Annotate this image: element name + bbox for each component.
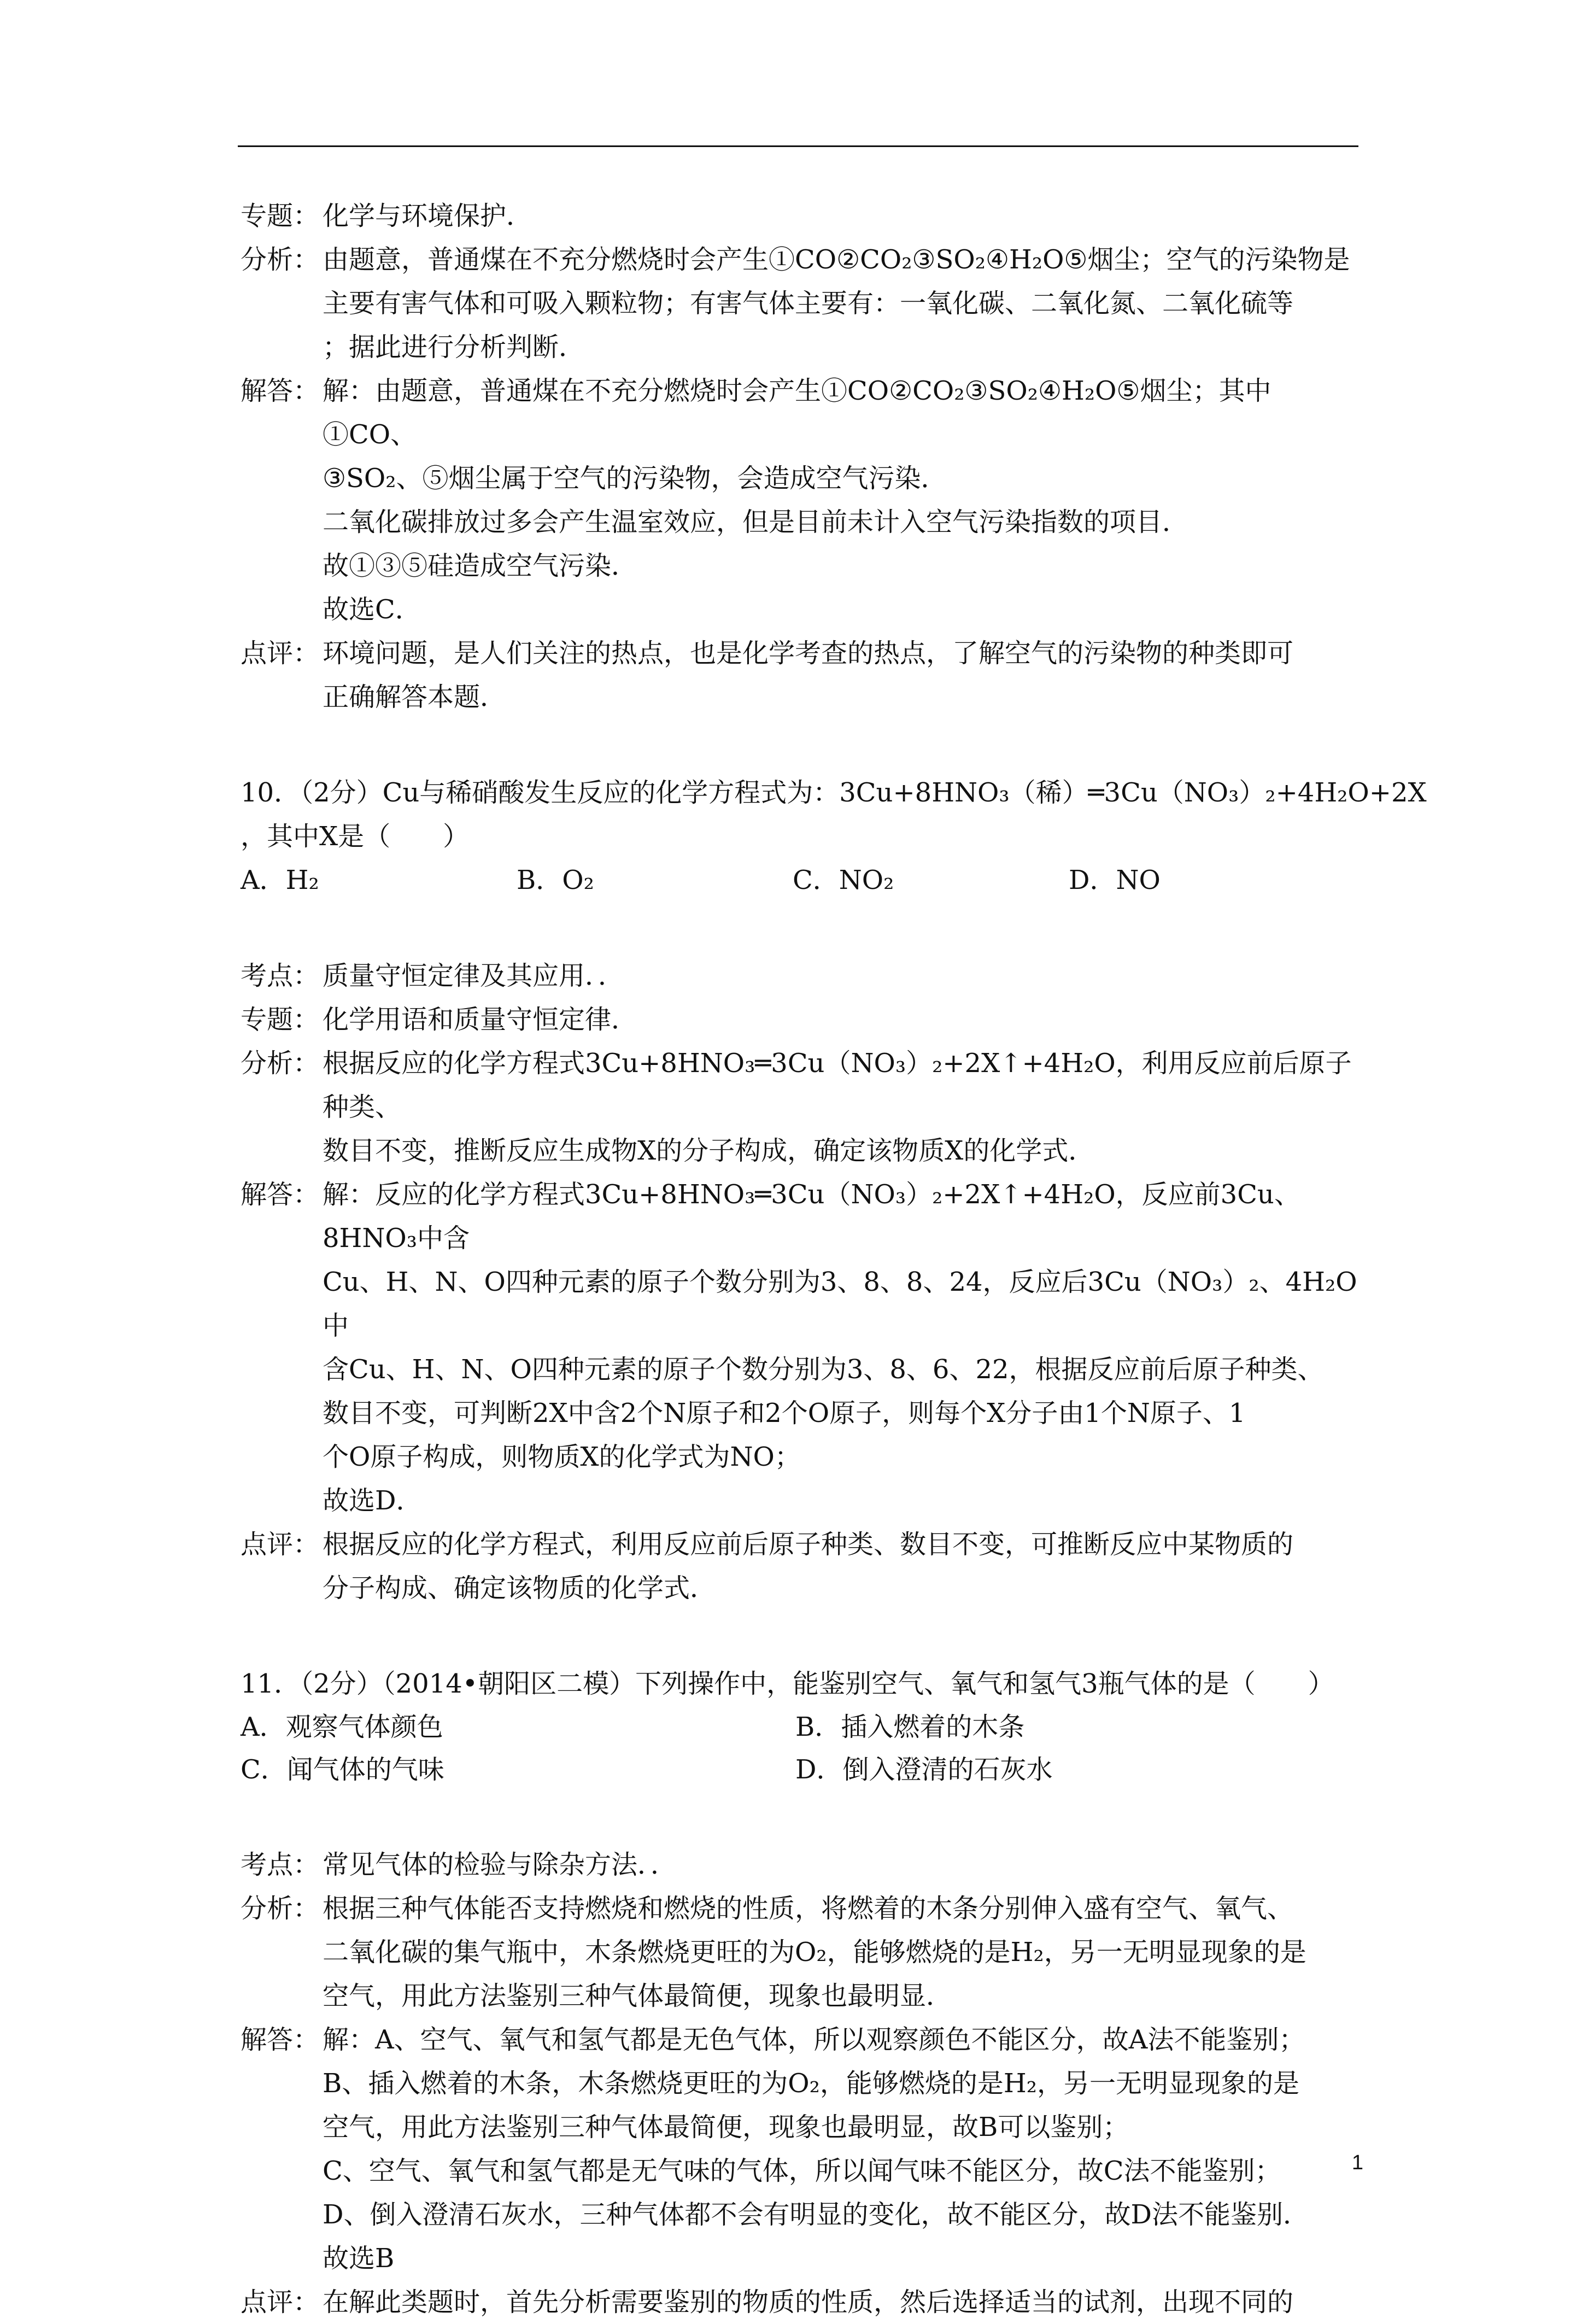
q11-analysis xyxy=(241,1887,1361,2018)
answer-line: 含Cu、H、N、O四种元素的原子个数分别为3、8、6、22，根据反应前后原子种类、 xyxy=(323,1354,1324,1385)
question-stem: 11．（2分）（2014•朝阳区二模）下列操作中，能鉴别空气、氧气和氢气3瓶气体的是（ ） xyxy=(241,1669,1334,1699)
comment-line: 分子构成、确定该物质的化学式． xyxy=(323,1573,717,1603)
topic-text: 化学用语和质量守恒定律． xyxy=(323,1004,638,1035)
document-body xyxy=(241,194,1427,2324)
option-b: B．O₂ xyxy=(517,865,594,895)
question-10 xyxy=(241,771,1427,902)
topic-label: 专题： xyxy=(241,1004,320,1035)
answer-line: D、倒入澄清石灰水，三种气体都不会有明显的变化，故不能区分，故D法不能鉴别． xyxy=(323,2199,1309,2230)
q11-kaodian xyxy=(241,1843,1361,1887)
answer-line: 故选D． xyxy=(323,1485,423,1516)
option-a: A．H₂ xyxy=(241,865,319,895)
comment-label: 点评： xyxy=(241,2287,320,2317)
q9-topic xyxy=(241,194,1361,238)
page-number: 1 xyxy=(1351,2151,1363,2174)
answer-line: 空气，用此方法鉴别三种气体最简便，现象也最明显，故B可以鉴别； xyxy=(323,2112,1129,2142)
analysis-line: 主要有害气体和可吸入颗粒物；有害气体主要有：一氧化碳、二氧化氮、二氧化硫等 xyxy=(323,288,1294,319)
comment-label: 点评： xyxy=(241,638,320,669)
analysis-label: 分析： xyxy=(241,244,320,275)
q9-analysis xyxy=(241,238,1361,369)
comment-line: 根据反应的化学方程式，利用反应前后原子种类、数目不变，可推断反应中某物质的 xyxy=(323,1529,1294,1560)
option-b: B．插入燃着的木条 xyxy=(795,1712,1025,1742)
analysis-line: 数目不变，推断反应生成物X的分子构成，确定该物质X的化学式． xyxy=(323,1135,1095,1166)
answer-line: 故选B xyxy=(323,2243,395,2274)
kaodian-label: 考点： xyxy=(241,961,320,991)
options-row-2 xyxy=(241,1748,1361,1791)
q11-comment xyxy=(241,2280,1361,2324)
answer-line: 解：反应的化学方程式3Cu+8HNO₃═3Cu（NO₃）₂+2X↑+4H₂O，反应前3Cu、8HNO₃中含 xyxy=(323,1179,1300,1254)
question-stem: ，其中X是（ ） xyxy=(241,821,470,852)
q10-answer xyxy=(241,1173,1361,1523)
answer-line: B、插入燃着的木条，木条燃烧更旺的为O₂，能够燃烧的是H₂，另一无明显现象的是 xyxy=(323,2068,1299,2099)
analysis-line: ；据此进行分析判断． xyxy=(323,332,585,362)
option-c: C．闻气体的气味 xyxy=(241,1754,444,1785)
answer-line: 数目不变，可判断2X中含2个N原子和2个O原子，则每个X分子由1个N原子、1 xyxy=(323,1398,1246,1429)
topic-text: 化学与环境保护． xyxy=(323,201,533,231)
analysis-line: 由题意，普通煤在不充分燃烧时会产生①CO②CO₂③SO₂④H₂O⑤烟尘；空气的污染物是 xyxy=(323,244,1350,275)
answer-line: 个O原子构成，则物质X的化学式为NO； xyxy=(323,1442,801,1472)
kaodian-text: 质量守恒定律及其应用．． xyxy=(323,961,625,991)
answer-line: 解：A、空气、氧气和氢气都是无色气体，所以观察颜色不能区分，故A法不能鉴别； xyxy=(323,2024,1305,2055)
comment-label: 点评： xyxy=(241,1529,320,1560)
analysis-line: 空气，用此方法鉴别三种气体最简便，现象也最明显． xyxy=(323,1981,953,2011)
option-c: C．NO₂ xyxy=(793,865,894,895)
q9-comment xyxy=(241,631,1361,719)
q10-topic xyxy=(241,998,1361,1041)
answer-label: 解答： xyxy=(241,376,320,406)
comment-line: 在解此类题时，首先分析需要鉴别的物质的性质，然后选择适当的试剂，出现不同的 xyxy=(323,2287,1294,2317)
question-11 xyxy=(241,1662,1361,1791)
q9-answer xyxy=(241,369,1361,631)
analysis-line: 二氧化碳的集气瓶中，木条燃烧更旺的为O₂，能够燃烧的是H₂，另一无明显现象的是 xyxy=(323,1937,1306,1968)
kaodian-label: 考点： xyxy=(241,1849,320,1880)
topic-label: 专题： xyxy=(241,201,320,231)
answer-line: Cu、H、N、O四种元素的原子个数分别为3、8、8、24，反应后3Cu（NO₃）₂、4H₂O中 xyxy=(323,1267,1357,1341)
q10-kaodian xyxy=(241,954,1361,998)
q10-analysis xyxy=(241,1041,1361,1173)
answer-label: 解答： xyxy=(241,1179,320,1210)
kaodian-text: 常见气体的检验与除杂方法．． xyxy=(323,1849,677,1880)
option-d: D．NO xyxy=(1069,865,1161,895)
header-rule xyxy=(238,145,1358,147)
options-row-1 xyxy=(241,1706,1361,1748)
answer-line: 故①③⑤硅造成空气污染． xyxy=(323,551,638,581)
answer-line: 二氧化碳排放过多会产生温室效应，但是目前未计入空气污染指数的项目． xyxy=(323,507,1189,537)
analysis-line: 根据反应的化学方程式3Cu+8HNO₃═3Cu（NO₃）₂+2X↑+4H₂O，利用反应前后原子种类、 xyxy=(323,1048,1352,1122)
answer-line: 故选C． xyxy=(323,594,421,625)
answer-label: 解答： xyxy=(241,2024,320,2055)
q10-comment xyxy=(241,1523,1361,1610)
question-stem: 10．（2分）Cu与稀硝酸发生反应的化学方程式为：3Cu+8HNO₃（稀）═3Cu（NO₃）₂+4H₂O+2X xyxy=(241,777,1427,808)
analysis-line: 根据三种气体能否支持燃烧和燃烧的性质，将燃着的木条分别伸入盛有空气、氧气、 xyxy=(323,1893,1294,1924)
option-d: D．倒入澄清的石灰水 xyxy=(795,1754,1053,1785)
q11-answer xyxy=(241,2018,1361,2280)
answer-line: C、空气、氧气和氢气都是无气味的气体，所以闻气味不能区分，故C法不能鉴别； xyxy=(323,2156,1281,2186)
options xyxy=(241,858,1361,902)
comment-line: 正确解答本题． xyxy=(323,682,507,712)
comment-line: 环境问题，是人们关注的热点，也是化学考查的热点，了解空气的污染物的种类即可 xyxy=(323,638,1294,669)
answer-line: ③SO₂、⑤烟尘属于空气的污染物，会造成空气污染． xyxy=(323,463,947,494)
analysis-label: 分析： xyxy=(241,1893,320,1924)
option-a: A．观察气体颜色 xyxy=(241,1712,443,1742)
answer-line: 解：由题意，普通煤在不充分燃烧时会产生①CO②CO₂③SO₂④H₂O⑤烟尘；其中①CO、 xyxy=(323,376,1272,450)
analysis-label: 分析： xyxy=(241,1048,320,1079)
